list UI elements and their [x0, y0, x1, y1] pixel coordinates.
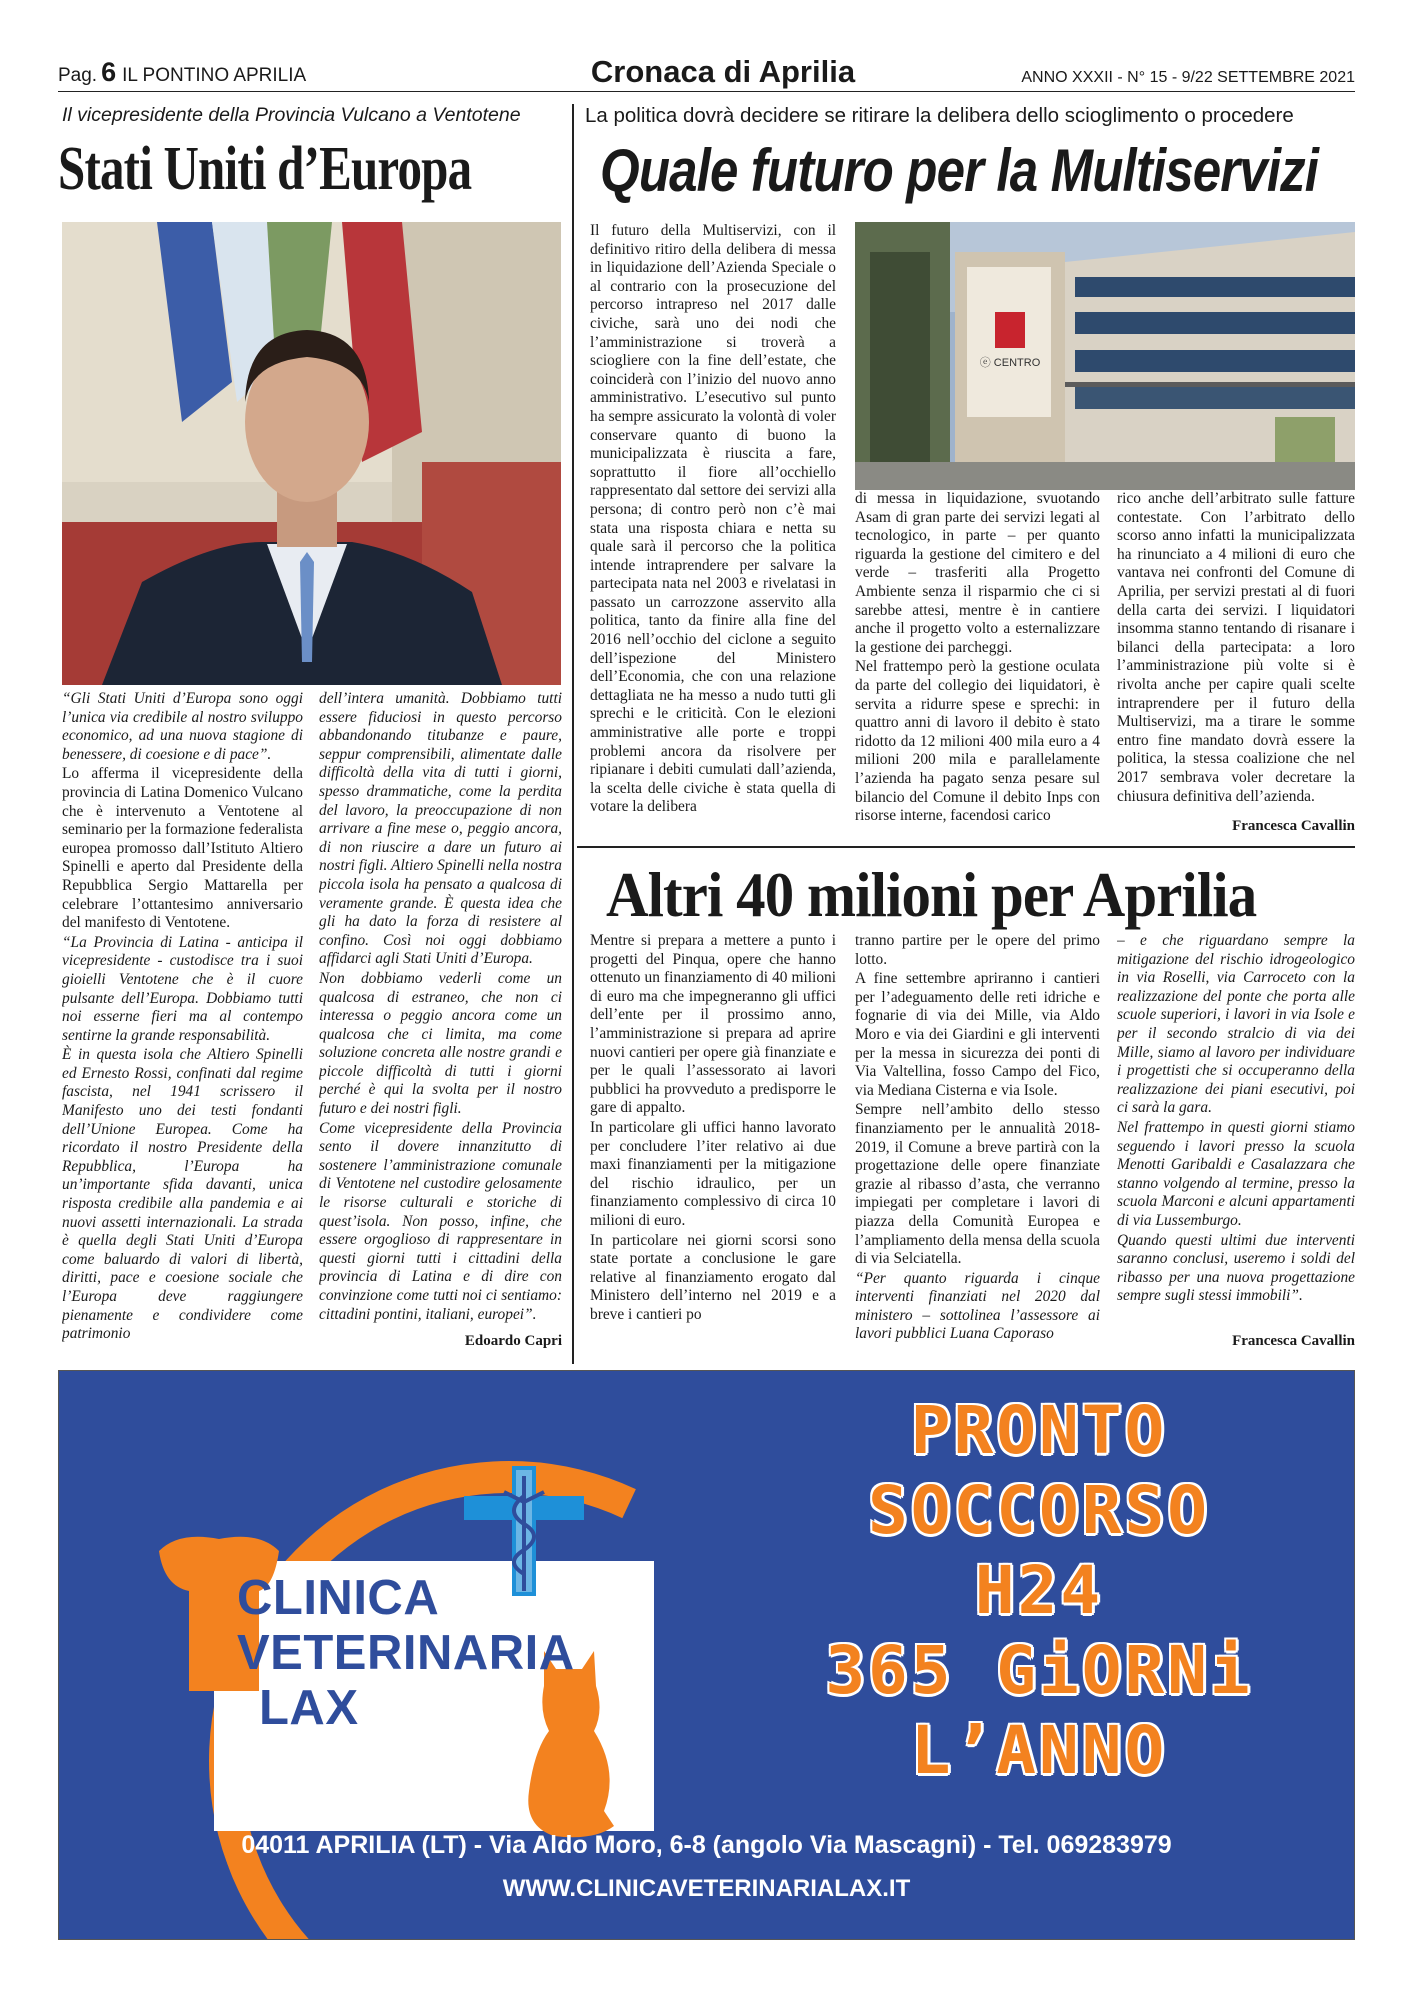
sign-logo	[995, 312, 1025, 348]
article2-column-3	[1117, 490, 1355, 818]
article1-column-1	[62, 690, 303, 1352]
ad-slogan	[759, 1391, 1319, 1791]
article1-paragraph: Non dobbiamo vederli come un qualcosa di estraneo, che non ci interessa o peggio ancora come un qualcosa che ci limita, ma come soluzione concreta alle nostre grandi e piccole difficoltà di tutti i giorni perché è qui la svolta per il nostro futuro e dei nostri figli.	[319, 969, 562, 1118]
portrait-photo	[62, 222, 561, 685]
article2-paragraph: Nel frattempo però la gestione oculata da parte del collegio dei liquidatori, è servita a ridurre spese e sprechi: in quattro anni di lavoro il debito è stato ridotto da 12 milioni 400 mila euro a 4 milioni 200 mila e parallelamente l’azienda ha pagato senza pesare sul bilancio del Comune il debito Inps con risorse interne, facendosi carico	[855, 658, 1100, 825]
article3-paragraph: In particolare gli uffici hanno lavorato per concludere l’iter relativo ai due maxi finanziamenti per la mitigazione del rischio idraulico, per un finanziamento complessivo di circa 10 milioni di euro.	[590, 1118, 836, 1229]
article3-paragraph: A fine settembre apriranno i cantieri per l’adeguamento delle reti idriche e fognarie di via dei Mille, via Aldo Moro e via dei Giardini e gli interventi per la messa in sicurezza dei ponti di Via Valtellina, fosso Campo del Fico, via Mediana Cisterna e via Isole.	[855, 970, 1100, 1099]
slogan-line4: 365 GiORNi	[825, 1632, 1253, 1709]
article3-paragraph: Quando questi ultimi due interventi saranno conclusi, useremo i soldi del ribasso per una nuova progettazione sempre sugli stessi immobili”.	[1117, 1231, 1355, 1305]
article2-paragraph: di messa in liquidazione, svuotando Asam di gran parte dei servizi legati al tecnologico, in parte – per quanto riguarda la gestione del cimitero e del verde – trasferiti alla Progetto Ambiente senza il risparmio che ci si sarebbe attesi, mentre è in cantiere anche il progetto volto a esternalizzare la gestione dei parcheggi.	[855, 490, 1100, 656]
article3-author: Francesca Cavallin	[1232, 1333, 1355, 1349]
article2-author: Francesca Cavallin	[1232, 818, 1355, 834]
article3-paragraph: “Per quanto riguarda i cinque interventi finanziati nel 2020 dal ministero – sottolinea l’assessore ai lavori pubblici Luana Caporaso	[855, 1269, 1100, 1343]
issue-info: ANNO XXXII - N° 15 - 9/22 SETTEMBRE 2021	[1021, 69, 1355, 86]
article2-paragraph: rico anche dell’arbitrato sulle fatture contestate. Con l’arbitrato dello scorso anno infatti la municipalizzata ha rinunciato a 4 milioni di euro che vantava nei confronti del Comune di Aprilia, per servizi prestati al di fuori della carta dei servizi. I liquidatori insomma stanno tentando di risanare i bilanci della partecipata: a loro l’amministrazione più volte si è rivolta anche per capire quali scelte intraprendere per il futuro della Multiservizi, ma a tirare le somme entro fine mandato dovrà essere la politica, la stessa coalizione che nel 2017 sembrava voler decretare la chiusura definitiva dell’azienda.	[1117, 490, 1355, 805]
article3-paragraph: In particolare nei giorni scorsi sono state portate a conclusione le gare relative al finanziamento erogato dal Ministero dell’interno nel 2019 e a breve i cantieri po	[590, 1231, 836, 1323]
veterinary-clinic-ad[interactable]	[58, 1370, 1355, 1940]
article3-title: Altri 40 milioni per Aprilia	[606, 859, 1257, 930]
article1-kicker: Il vicepresidente della Provincia Vulcano a Ventotene	[62, 104, 521, 126]
article2-column-2	[855, 490, 1100, 837]
slogan-line5: L’ANNO	[910, 1712, 1168, 1789]
article1-paragraph: “Gli Stati Uniti d’Europa sono oggi l’unica via credibile al nostro sviluppo economico, ad una nuova stagione di benessere, di coesione e di pace”.	[62, 690, 303, 763]
photo-sign-text: ⓔ CENTRO	[979, 357, 1041, 369]
section-title: Cronaca di Aprilia	[590, 54, 856, 89]
article1-paragraph: Come vicepresidente della Provincia sento il dovere innanzitutto di sostenere l’amministrazione comunale di Ventotene nel custodire gelosamente le risorse culturali e storiche di quest’isola. Non posso, infine, che essere orgoglioso di rappresentare in questi giorni tutti i cittadini della provincia di Latina e di dire con convinzione come tutti noi ci sentiamo: cittadini pontini, italiani, europei”.	[319, 1119, 562, 1323]
page-number: 6	[101, 57, 117, 87]
masthead	[58, 54, 1355, 92]
article2-paragraph: Il futuro della Multiservizi, con il definitivo ritiro della delibera di messa in liquidazione dell’Azienda Speciale o al contrario con la prosecuzione del percorso intrapreso nel 2017 dalle civiche, sarà uno dei nodi che l’amministrazione si troverà a sciogliere con la fine dell’estate, che coinciderà con l’inizio del nuovo anno amministrativo. L’esecutivo sul punto ha sempre assicurato la volontà di voler conservare quanto di buono la municipalizzata è riuscita a fare, soprattutto il fiore all’occhiello rappresentato dal settore dei servizi alla persona; di contro però non c’è mai stata una risposta chiara e netta su quale sarà il percorso che la politica intende intraprendere per salvare la partecipata nata nel 2003 e rivelatasi in passato un carrozzone asservito alla politica, tanto da finire alla fine del 2016 nell’occhio del ciclone a seguito dell’ispezione del Ministero dell’Economia, che con una relazione dettagliata ne ha messo a nudo tutti gli sprechi e le criticità. Con le elezioni amministrative alle porte e troppi problemi ancora da risolvere per ripianare i debiti cumulati dall’azienda, la scelta delle civiche è stata quella di votare la delibera	[590, 222, 836, 816]
building-illustration	[855, 222, 1355, 490]
article1-author: Edoardo Capri	[464, 1333, 562, 1349]
article1-paragraph: dell’intera umanità. Dobbiamo tutti essere fiduciosi in questo percorso abbandonando titubanze e paure, seppur comprensibili, alimentate dalle difficoltà della vita di tutti i giorni, spesso drammatiche, come la perdita del lavoro, la preoccupazione di non arrivare a fine mese o, peggio ancora, di non riuscire a dare un futuro ai nostri figli. Altiero Spinelli nella nostra piccola isola ha pensato a qualcosa di veramente grande. È questa idea che gli ha dato la forza di resistere al confino. Così noi oggi dobbiamo affidarci agli Stati Uniti d’Europa.	[319, 690, 562, 968]
slogan-line3: H24	[974, 1552, 1104, 1629]
article3-column-1	[590, 932, 836, 1352]
article3-paragraph: tranno partire per le opere del primo lotto.	[855, 932, 1100, 968]
article3-paragraph: Nel frattempo in questi giorni stiamo seguendo i lavori presso la scuola Menotti Garibaldi e Casalazzara che stanno volgendo al termine, presso la scuola Marconi e alcuni appartamenti di via Lussemburgo.	[1117, 1118, 1355, 1229]
article1-title: Stati Uniti d’Europa	[58, 135, 472, 203]
article1-column-2	[319, 690, 562, 1330]
article1-paragraph: È in questa isola che Altiero Spinelli ed Ernesto Rossi, confinati dal regime fascista, nel 1941 scrissero il Manifesto uno dei testi fondanti dell’Unione Europea. Come ha ricordato il nostro Presidente della Repubblica, l’Europa ha un’importante sfida davanti, unica risposta credibile alla pandemia e ai nuovi assetti internazionali. La strada è quella degli Stati Uniti d’Europa come baluardo di valori di libertà, diritti, pace e coesione sociale che l’Europa deve raggiungere pienamente e condividere come patrimonio	[62, 1046, 303, 1343]
article3-column-2	[855, 932, 1100, 1352]
article3-paragraph: – e che riguardano sempre la mitigazione del rischio idrogeologico in via Roselli, via Carroceto con la realizzazione del ponte che porta alle scuole superiori, i lavori in via Isole e per il secondo stralcio di via dei Mille, siamo al lavoro per individuare i progettisti che si occuperanno della realizzazione dei piani esecutivi, poi ci sarà la gara.	[1117, 932, 1355, 1117]
clinic-name-line2: VETERINARIA	[237, 1626, 575, 1680]
clinic-name-line3: LAX	[259, 1681, 359, 1735]
clinic-name	[237, 1571, 575, 1736]
article3-paragraph: Mentre si prepara a mettere a punto i progetti del Pinqua, opere che hanno ottenuto un finanziamento di 40 milioni di euro ma che impegneranno gli uffici dell’ente per il prossimo anno, l’amministrazione si prepara ad aprire nuovi cantieri per opere già finanziate e per le quali l’assessorato ai lavori pubblici ha provveduto a predisporre le gare di appalto.	[590, 932, 836, 1117]
column-divider	[572, 104, 574, 1364]
article2-title: Quale futuro per la Multiservizi	[600, 137, 1319, 204]
page-number-label	[58, 57, 306, 88]
article3-paragraph: Sempre nell’ambito dello stesso finanziamento per le annualità 2018-2019, il Comune a breve partirà con la progettazione delle opere finanziate grazie al ribasso d’asta, che verranno impiegati per completare i lavori di piazza della Comunità Europea e l’ampliamento della mensa della scuola di via Selciatella.	[855, 1101, 1100, 1268]
clinic-address: 04011 APRILIA (LT) - Via Aldo Moro, 6-8 (angolo Via Mascagni) - Tel. 069283979	[241, 1831, 1172, 1859]
paper-name: IL PONTINO APRILIA	[122, 65, 307, 86]
article1-paragraph: “La Provincia di Latina - anticipa il vicepresidente - custodisce tra i suoi gioielli Ventotene che è il cuore pulsante dell’Europa. Dobbiamo tutti noi esserne fieri ma al contempo sentirne la grande responsabilità.	[62, 933, 303, 1044]
article2-kicker: La politica dovrà decidere se ritirare la delibera dello scioglimento o procedere	[585, 104, 1294, 127]
portrait-illustration	[62, 222, 561, 685]
page-label: Pag.	[58, 65, 98, 86]
slogan-line2: SOCCORSO	[868, 1472, 1210, 1549]
slogan-line1: PRONTO	[910, 1392, 1168, 1469]
article1-paragraph: Lo afferma il vicepresidente della provincia di Latina Domenico Vulcano che è intervenuto a Ventotene al seminario per la formazione federalista europea promosso dall’Istituto Altiero Spinelli e aperto dal Presidente della Repubblica Sergio Mattarella per celebrare l’ottantesimo anniversario del manifesto di Ventotene.	[62, 765, 303, 932]
clinic-website-link[interactable]: WWW.CLINICAVETERINARIALAX.IT	[502, 1875, 911, 1902]
section-divider	[577, 846, 1355, 848]
clinic-name-line1: CLINICA	[237, 1571, 440, 1625]
article3-column-3	[1117, 932, 1355, 1330]
multiservizi-building-photo	[855, 222, 1355, 490]
article2-column-1	[590, 222, 836, 837]
